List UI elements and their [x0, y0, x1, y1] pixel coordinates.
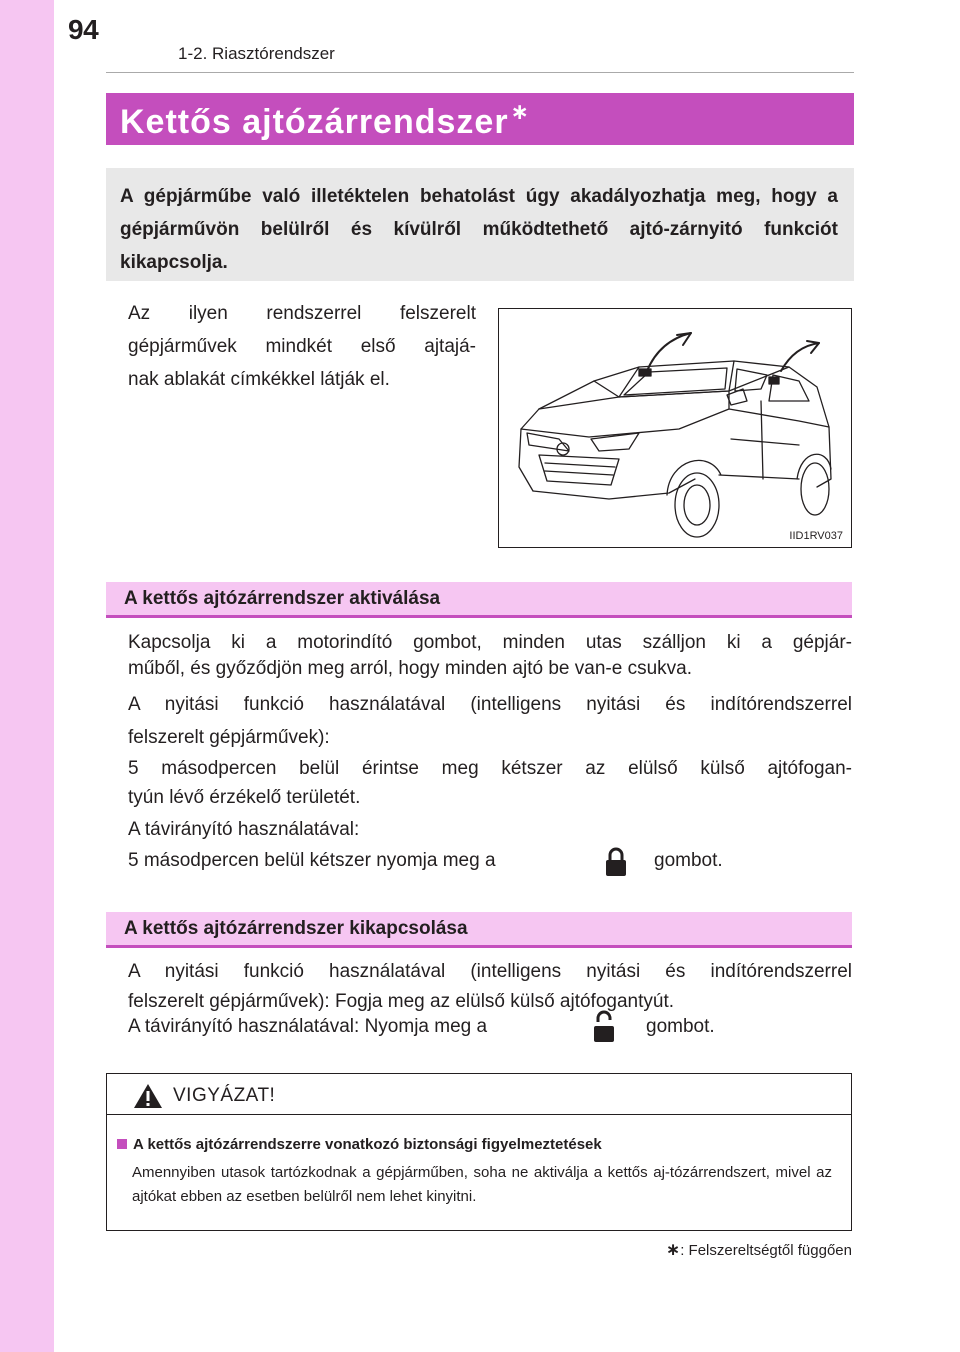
warning-triangle-icon [133, 1083, 163, 1109]
warning-subtitle-text: A kettős ajtózárrendszerre vonatkozó biztonsági figyelmeztetések [133, 1136, 602, 1153]
subhead-deactivation [106, 912, 852, 948]
warning-subtitle [117, 1136, 602, 1153]
footnote [666, 1240, 852, 1260]
lock-closed-icon [604, 846, 628, 878]
activation-line-3: A nyitási funkció használatával (intelligens nyitási és indítórendszerrel [128, 694, 852, 715]
activation-line-8-pre: 5 másodpercen belül kétszer nyomja meg a [128, 850, 496, 871]
warning-header [107, 1074, 851, 1115]
activation-line-7: A távirányító használatával: [128, 819, 360, 840]
intro-text: A gépjárműbe való illetéktelen behatolást úgy akadályozhatja meg, hogy a gépjárművön belülről és kívülről működtethető ajtó-zárnyitó funkciót kikapcsolja. [120, 186, 838, 273]
figure-id: IID1RV037 [789, 530, 843, 542]
activation-line-5: 5 másodpercen belül érintse meg kétszer az elülső külső ajtófogan- [128, 758, 852, 779]
chapter-title: 1-2. Riasztórendszer [178, 44, 335, 63]
section-title [120, 99, 530, 142]
section-title-text: Kettős ajtózárrendszer [120, 103, 509, 141]
warning-text: Amennyiben utasok tartózkodnak a gépjárműben, soha ne aktiválja a kettős aj-tózárrendszert, mivel az ajtókat ebben az esetben belülről nem lehet kinyitni. [132, 1164, 832, 1205]
activation-line-2: műből, és győződjön meg arról, hogy minden ajtó be van-e csukva. [128, 658, 692, 679]
warning-bullet-square [117, 1139, 127, 1149]
activation-line-1: Kapcsolja ki a motorindító gombot, minden utas szálljon ki a gépjár- [128, 632, 852, 653]
intro-box [106, 168, 854, 281]
deactivation-line-2: felszerelt gépjárművek): Fogja meg az elülső külső ajtófogantyút. [128, 991, 674, 1012]
header-rule [106, 72, 854, 73]
labels-text-line-1: Az ilyen rendszerrel felszerelt [128, 303, 476, 324]
subhead-deactivation-text: A kettős ajtózárrendszer kikapcsolása [124, 918, 468, 939]
deactivation-line-3-post: gombot. [646, 1016, 715, 1037]
footnote-text: : Felszereltségtől függően [680, 1242, 852, 1259]
activation-line-6: tyún lévő érzékelő területét. [128, 787, 361, 808]
car-illustration [499, 309, 851, 547]
section-title-asterisk: ∗ [510, 99, 530, 124]
deactivation-line-3-pre: A távirányító használatával: Nyomja meg a [128, 1016, 488, 1037]
side-color-strip [0, 0, 54, 1352]
subhead-activation-text: A kettős ajtózárrendszer aktiválása [124, 588, 441, 609]
activation-line-8-post: gombot. [654, 850, 723, 871]
page-number: 94 [68, 14, 99, 45]
warning-box [106, 1073, 852, 1231]
lock-open-icon [592, 1010, 616, 1044]
footnote-star: ∗ [665, 1240, 681, 1259]
labels-text-line-2: gépjárművek mindkét első ajtajá- [128, 336, 476, 357]
section-banner [106, 93, 854, 145]
subhead-activation [106, 582, 852, 618]
warning-title: VIGYÁZAT! [173, 1085, 276, 1106]
activation-line-4: felszerelt gépjárművek): [128, 727, 330, 748]
car-figure [498, 308, 852, 548]
deactivation-line-1: A nyitási funkció használatával (intelligens nyitási és indítórendszerrel [128, 961, 852, 982]
labels-text-line-3: nak ablakát címkékkel látják el. [128, 369, 390, 390]
